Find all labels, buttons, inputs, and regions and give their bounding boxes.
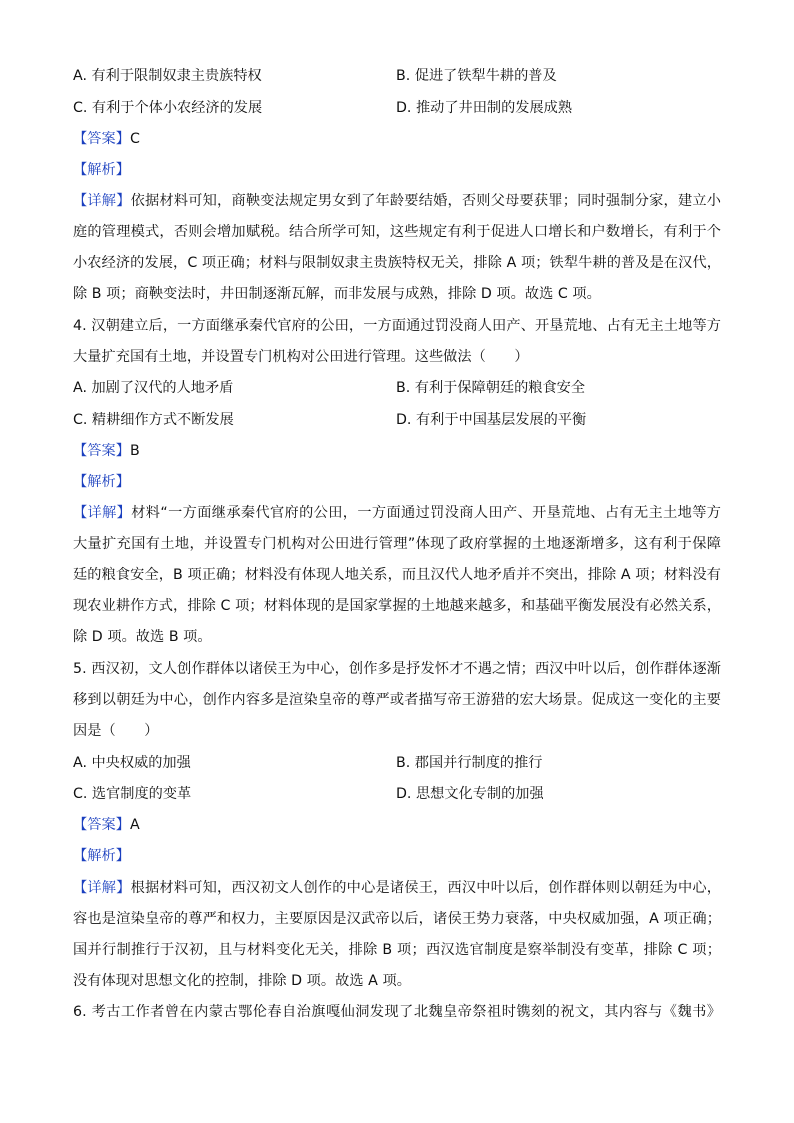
q4-option-b: B. 有利于保障朝廷的粮食安全 (396, 380, 586, 396)
q4-detail-line (73, 503, 721, 523)
q3-detail-line: 小农经济的发展，C 项正确；材料与限制奴隶主贵族特权无关，排除 A 项；铁犁牛耕的普及是在汉代， (73, 255, 721, 271)
detail-text: 依据材料可知，商鞅变法规定男女到了年龄要结婚，否则父母要获罪；同时强制分家，建立小 (130, 193, 721, 209)
q3-answer (73, 129, 140, 149)
q6-stem-line: 6. 考古工作者曾在内蒙古鄂伦春自治旗嘎仙洞发现了北魏皇帝祭祖时镌刻的祝文，其内容与《魏书》 (73, 1004, 721, 1020)
q4-detail-line: 大量扩充国有土地，并设置专门机构对公田进行管理”体现了政府掌握的土地逐渐增多，这有利于保障 (73, 536, 721, 552)
q4-detail-line: 现农业耕作方式，排除 C 项；材料体现的是国家掌握的土地越来越多，和基础平衡发展没有必然关系， (73, 598, 721, 614)
q5-stem-line: 移到以朝廷为中心，创作内容多是渲染皇帝的尊严或者描写帝王游猎的宏大场景。促成这一变化的主要 (73, 692, 721, 708)
q5-detail-line (73, 878, 721, 898)
q5-answer (73, 815, 140, 835)
q4-option-d: D. 有利于中国基层发展的平衡 (396, 412, 587, 428)
q4-analysis-tag: 【解析】 (73, 474, 130, 490)
q3-detail-line (73, 191, 721, 211)
q4-option-a: A. 加剧了汉代的人地矛盾 (73, 380, 234, 396)
q3-analysis-tag: 【解析】 (73, 162, 130, 178)
q3-detail-line: 庭的管理模式，否则会增加赋税。结合所学可知，这些规定有利于促进人口增长和户数增长，有利于个 (73, 224, 721, 240)
q3-option-d: D. 推动了井田制的发展成熟 (396, 100, 573, 116)
q5-option-d: D. 思想文化专制的加强 (396, 786, 544, 802)
q5-analysis-tag: 【解析】 (73, 848, 130, 864)
detail-tag: 【详解】 (73, 505, 132, 521)
answer-tag: 【答案】 (73, 817, 130, 833)
q4-answer (73, 441, 140, 461)
q5-detail-line: 没有体现对思想文化的控制，排除 D 项。故选 A 项。 (73, 973, 411, 989)
answer-tag: 【答案】 (73, 131, 130, 147)
q4-option-c: C. 精耕细作方式不断发展 (73, 412, 234, 428)
answer-tag: 【答案】 (73, 443, 130, 459)
detail-tag: 【详解】 (73, 193, 131, 209)
q4-detail-line: 廷的粮食安全，B 项正确；材料没有体现人地关系，而且汉代人地矛盾并不突出，排除 A 项；材料没有 (73, 567, 721, 583)
q5-option-a: A. 中央权威的加强 (73, 755, 191, 771)
answer-value: A (129, 817, 140, 833)
q5-detail-line: 容也是渲染皇帝的尊严和权力，主要原因是汉武帝以后，诸侯王势力衰落，中央权威加强，A 项正确； (73, 911, 721, 927)
detail-text: 根据材料可知，西汉初文人创作的中心是诸侯王，西汉中叶以后，创作群体则以朝廷为中心， (130, 880, 721, 896)
q5-detail-line: 国并行制推行于汉初，且与材料变化无关，排除 B 项；西汉选官制度是察举制没有变革，排除 C 项； (73, 942, 721, 958)
answer-value: B (129, 443, 140, 459)
q3-detail-line: 除 B 项；商鞅变法时，井田制逐渐瓦解，而非发展与成熟，排除 D 项。故选 C 项。 (73, 286, 601, 302)
q3-option-c: C. 有利于个体小农经济的发展 (73, 100, 263, 116)
q5-stem-line: 因是（ ） (73, 723, 159, 739)
q4-stem-line: 4. 汉朝建立后，一方面继承秦代官府的公田，一方面通过罚没商人田产、开垦荒地、占有无主土地等方 (73, 318, 721, 334)
q4-detail-line: 除 D 项。故选 B 项。 (73, 629, 212, 645)
q3-option-a: A. 有利于限制奴隶主贵族特权 (73, 68, 262, 84)
q4-stem-line: 大量扩充国有土地，并设置专门机构对公田进行管理。这些做法（ ） (73, 349, 529, 365)
detail-tag: 【详解】 (73, 880, 131, 896)
answer-value: C (129, 131, 140, 147)
detail-text: 材料“一方面继承秦代官府的公田，一方面通过罚没商人田产、开垦荒地、占有无主土地等方 (131, 505, 721, 521)
q5-option-c: C. 选官制度的变革 (73, 786, 192, 802)
q5-option-b: B. 郡国并行制度的推行 (396, 755, 543, 771)
q3-option-b: B. 促进了铁犁牛耕的普及 (396, 68, 557, 84)
q5-stem-line: 5. 西汉初，文人创作群体以诸侯王为中心，创作多是抒发怀才不遇之情；西汉中叶以后，创作群体逐渐 (73, 661, 721, 677)
